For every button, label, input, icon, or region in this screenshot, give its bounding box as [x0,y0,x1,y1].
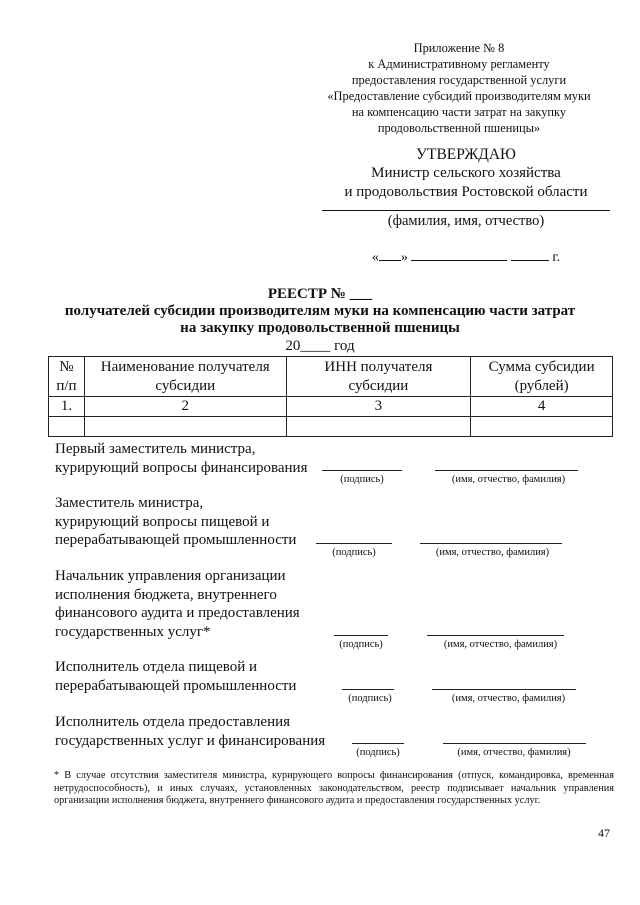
appendix-line: Приложение № 8 [413,41,505,55]
signature-blank [334,635,388,636]
signature-label-line: Исполнитель отдела предоставления [55,714,291,730]
name-caption: (имя, отчество, фамилия) [451,474,566,485]
table-cell: 3 [286,397,471,417]
appendix-line: на компенсацию части затрат на закупку [351,105,567,119]
name-blank [443,743,586,744]
register-title-line2: получателей субсидии производителям муки на компенсацию части затрат [64,303,576,319]
footnote: * В случае отсутствия заместителя министра, курирующего вопросы финансирования (отпуск, командировка, временная нетрудоспособность), и иных случаях, установленных законодательством, реестр подписывает начальник управления организации исполнения бюджета, внутреннего финансового аудита и предоставления государственных услуг. [54,770,614,806]
register-year: 20____ год [285,338,355,354]
signature-label-line: финансового аудита и предоставления [55,605,300,621]
table-header-row [49,357,613,397]
signature-caption: (подпись) [332,547,376,558]
header-text: Сумма субсидии [488,358,595,375]
signature-label-line: перерабатывающей промышленности [55,677,297,694]
name-blank [432,689,576,690]
name-blank [420,543,562,544]
date-year-suffix: г. [552,250,561,265]
signature-label-line: перерабатывающей промышленности [55,532,297,548]
table-cell [286,417,471,437]
register-table [48,356,613,437]
signature-blank [322,470,402,471]
table-row [49,417,613,437]
table-cell [471,417,613,437]
table-numbering-row [49,397,613,417]
signature-caption: (подпись) [340,474,384,485]
name-caption: (имя, отчество, фамилия) [451,693,566,704]
name-blank [435,470,578,471]
date-open-quote: « [371,250,379,265]
approval-position-line1: Министр сельского хозяйства [371,165,561,181]
name-caption: (имя, отчество, фамилия) [435,547,550,558]
signature-caption: (подпись) [356,747,400,758]
appendix-line: к Административному регламенту [368,57,550,71]
page-number: 47 [598,826,610,840]
signature-blank [316,543,392,544]
signature-label-line: Начальник управления организации [55,568,286,584]
signature-label [55,713,325,750]
date-year-blank [511,248,549,261]
register-title-line3: на закупку продовольственной пшеницы [180,320,460,336]
signature-label-line: Исполнитель отдела пищевой и [55,659,258,675]
name-caption: (имя, отчество, фамилия) [457,747,571,758]
approval-signature-line [322,210,610,211]
table-cell [84,417,286,437]
header-text: субсидии [348,377,409,394]
date-day-blank [379,248,401,261]
name-caption: (имя, отчество, фамилия) [443,639,558,650]
table-cell [49,417,85,437]
appendix-line: «Предоставление субсидий производителям муки [327,89,591,103]
name-blank [427,635,564,636]
signature-label-line: исполнения бюджета, внутреннего [55,586,277,603]
header-text: № [59,358,74,375]
signature-caption: (подпись) [339,639,383,650]
approval-block [318,145,614,267]
appendix-line: предоставления государственной услуги [351,73,567,87]
table-cell: 1. [49,397,85,417]
signature-label-line: государственных услуг и финансирования [55,732,326,749]
date-close-quote: » [400,250,408,265]
header-text: п/п [56,377,77,394]
signature-label [55,567,300,641]
table-cell: 2 [84,397,286,417]
header-text: Наименование получателя [100,358,270,375]
register-title [20,286,620,337]
signature-label [55,494,296,550]
header-cell-inn [286,357,471,397]
header-text: субсидии [155,377,216,394]
table-cell: 4 [471,397,613,417]
approval-position-line2: и продовольствия Ростовской области [344,184,588,200]
signature-blank [342,689,394,690]
signature-label-line: Заместитель министра, [55,495,204,511]
header-cell-amount [471,357,613,397]
appendix-header [322,40,596,136]
signature-label [55,440,307,477]
approval-fio-caption: (фамилия, имя, отчество) [387,213,545,229]
header-text: (рублей) [514,377,569,394]
approval-title: УТВЕРЖДАЮ [416,146,516,163]
signature-label [55,658,296,695]
approval-date [318,248,614,267]
date-month-blank [411,248,507,261]
header-text: ИНН получателя [324,358,433,375]
signature-label-line: государственных услуг* [55,623,211,640]
signature-label-line: курирующий вопросы пищевой и [55,513,270,530]
signature-caption: (подпись) [348,693,392,704]
signature-label-line: Первый заместитель министра, [55,441,256,457]
header-cell-number [49,357,85,397]
header-cell-name [84,357,286,397]
appendix-line: продовольственной пшеницы» [377,121,541,135]
signature-label-line: курирующий вопросы финансирования [55,459,308,476]
signature-blank [352,743,404,744]
register-title-number: РЕЕСТР № ___ [267,286,373,302]
